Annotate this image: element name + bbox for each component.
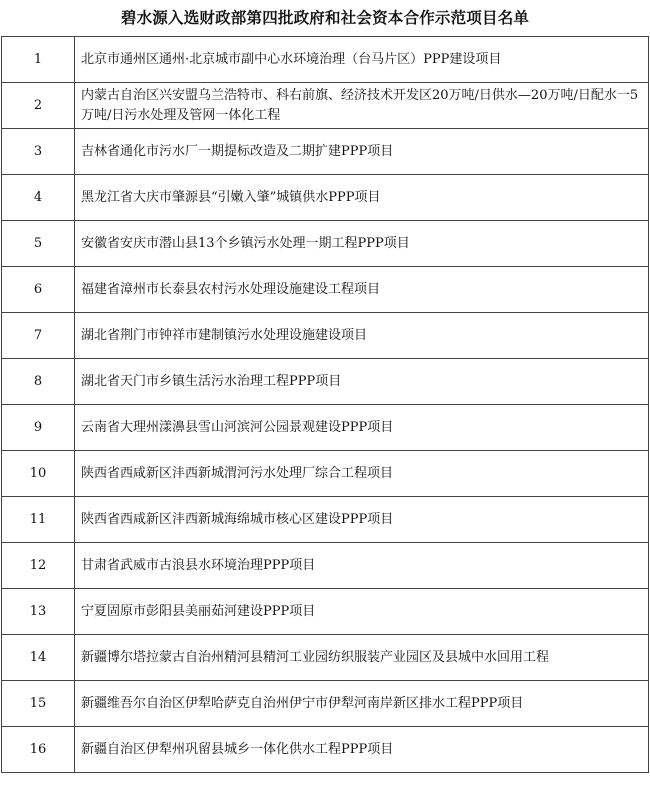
- project-name: 陕西省西咸新区沣西新城渭河污水处理厂综合工程项目: [75, 451, 649, 497]
- row-number: 14: [2, 635, 75, 681]
- document-title: 碧水源入选财政部第四批政府和社会资本合作示范项目名单: [120, 8, 530, 27]
- row-number: 12: [2, 543, 75, 589]
- project-name: 黑龙江省大庆市肇源县“引嫩入肇”城镇供水PPP项目: [75, 175, 649, 221]
- table-row: [2, 313, 649, 359]
- table-row: [2, 635, 649, 681]
- project-name: 云南省大理州漾濞县雪山河滨河公园景观建设PPP项目: [75, 405, 649, 451]
- table-row: [2, 681, 649, 727]
- row-number: 5: [2, 221, 75, 267]
- row-number: 13: [2, 589, 75, 635]
- table-row: [2, 543, 649, 589]
- row-number: 9: [2, 405, 75, 451]
- project-name: 宁夏固原市彭阳县美丽茹河建设PPP项目: [75, 589, 649, 635]
- project-name: 北京市通州区通州·北京城市副中心水环境治理（台马片区）PPP建设项目: [75, 37, 649, 83]
- table-row: [2, 37, 649, 83]
- row-number: 3: [2, 129, 75, 175]
- project-table-body: [2, 37, 649, 773]
- row-number: 11: [2, 497, 75, 543]
- row-number: 8: [2, 359, 75, 405]
- table-row: [2, 175, 649, 221]
- project-name: 福建省漳州市长泰县农村污水处理设施建设工程项目: [75, 267, 649, 313]
- table-row: [2, 267, 649, 313]
- table-row: [2, 589, 649, 635]
- project-name: 内蒙古自治区兴安盟乌兰浩特市、科右前旗、经济技术开发区20万吨/日供水—20万吨/日配水一5万吨/日污水处理及管网一体化工程: [75, 83, 649, 129]
- table-row: [2, 451, 649, 497]
- row-number: 15: [2, 681, 75, 727]
- row-number: 16: [2, 727, 75, 773]
- table-row: [2, 727, 649, 773]
- table-row: [2, 359, 649, 405]
- table-row: [2, 83, 649, 129]
- row-number: 1: [2, 37, 75, 83]
- project-name: 新疆维吾尔自治区伊犁哈萨克自治州伊宁市伊犁河南岸新区排水工程PPP项目: [75, 681, 649, 727]
- project-name: 湖北省荆门市钟祥市建制镇污水处理设施建设项目: [75, 313, 649, 359]
- project-name: 甘肃省武威市古浪县水环境治理PPP项目: [75, 543, 649, 589]
- table-row: [2, 129, 649, 175]
- project-name: 安徽省安庆市潜山县13个乡镇污水处理一期工程PPP项目: [75, 221, 649, 267]
- row-number: 2: [2, 83, 75, 129]
- table-row: [2, 405, 649, 451]
- project-table: [1, 36, 649, 773]
- table-row: [2, 497, 649, 543]
- project-name: 新疆博尔塔拉蒙古自治州精河县精河工业园纺织服装产业园区及县城中水回用工程: [75, 635, 649, 681]
- project-name: 陕西省西咸新区沣西新城海绵城市核心区建设PPP项目: [75, 497, 649, 543]
- row-number: 4: [2, 175, 75, 221]
- project-name: 新疆自治区伊犁州巩留县城乡一体化供水工程PPP项目: [75, 727, 649, 773]
- row-number: 10: [2, 451, 75, 497]
- project-name: 吉林省通化市污水厂一期提标改造及二期扩建PPP项目: [75, 129, 649, 175]
- row-number: 6: [2, 267, 75, 313]
- row-number: 7: [2, 313, 75, 359]
- table-row: [2, 221, 649, 267]
- project-name: 湖北省天门市乡镇生活污水治理工程PPP项目: [75, 359, 649, 405]
